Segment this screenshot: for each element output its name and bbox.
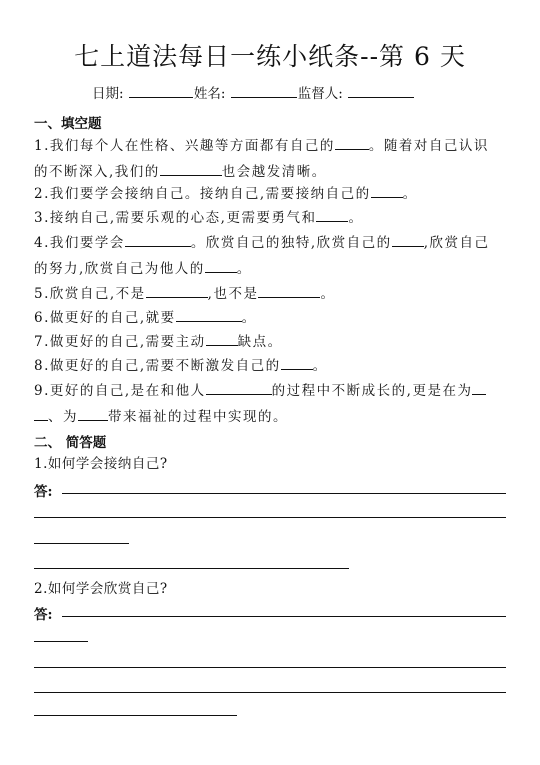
blank bbox=[206, 334, 238, 346]
answer-line[interactable] bbox=[34, 641, 88, 642]
name-blank bbox=[231, 85, 297, 98]
q5-text-c: 。 bbox=[320, 286, 336, 302]
header-info bbox=[92, 82, 415, 102]
q7-text-b: 缺点。 bbox=[237, 334, 283, 350]
answer-line[interactable] bbox=[34, 568, 349, 569]
q4-text-e: 。 bbox=[236, 261, 252, 277]
supervisor-label: 监督人: bbox=[297, 86, 343, 102]
q4-text-b: 。欣赏自己的独特,欣赏自己的 bbox=[190, 235, 392, 251]
q4-text-c: ,欣赏自己 bbox=[423, 235, 490, 251]
q2-text-b: 。 bbox=[402, 186, 418, 202]
blank bbox=[176, 310, 242, 322]
q9-text-b: 的过程中不断成长的,更是在为 bbox=[271, 383, 473, 399]
answer-line[interactable] bbox=[34, 517, 506, 518]
short-question-1: 1.如何学会接纳自己? bbox=[34, 456, 168, 472]
question-7 bbox=[34, 329, 506, 355]
answer-line[interactable] bbox=[34, 667, 506, 668]
q1-text-a: 1.我们每个人在性格、兴趣等方面都有自己的 bbox=[34, 138, 335, 154]
q6-text-a: 6.做更好的自己,就要 bbox=[34, 310, 176, 326]
answer-line[interactable] bbox=[62, 616, 506, 617]
q9-text-a: 9.更好的自己,是在和他人 bbox=[34, 383, 206, 399]
blank bbox=[146, 286, 208, 298]
q1-text-c: 的不断深入,我们的 bbox=[34, 164, 160, 180]
date-label: 日期: bbox=[92, 86, 124, 102]
q8-text-b: 。 bbox=[312, 358, 328, 374]
blank bbox=[335, 138, 369, 150]
q8-text-a: 8.做更好的自己,需要不断激发自己的 bbox=[34, 358, 281, 374]
blank bbox=[78, 409, 108, 421]
q4-text-a: 4.我们要学会 bbox=[34, 235, 125, 251]
blank bbox=[371, 186, 403, 198]
section-short-answer-heading: 二、 简答题 bbox=[34, 435, 107, 451]
q3-text-b: 。 bbox=[348, 210, 364, 226]
answer-line[interactable] bbox=[34, 715, 237, 716]
blank bbox=[472, 383, 486, 395]
blank bbox=[34, 409, 48, 421]
question-8 bbox=[34, 353, 506, 379]
supervisor-blank bbox=[348, 85, 414, 98]
blank bbox=[316, 210, 348, 222]
question-9 bbox=[34, 378, 506, 430]
q1-text-b: 。随着对自己认识 bbox=[368, 138, 489, 154]
q9-text-c: 、为 bbox=[48, 409, 78, 425]
answer-label-1: 答: bbox=[34, 484, 53, 500]
blank bbox=[281, 358, 313, 370]
q3-text-a: 3.接纳自己,需要乐观的心态,更需要勇气和 bbox=[34, 210, 317, 226]
short-question-2: 2.如何学会欣赏自己? bbox=[34, 581, 168, 597]
q6-text-b: 。 bbox=[241, 310, 257, 326]
question-5 bbox=[34, 281, 506, 307]
blank bbox=[258, 286, 320, 298]
q2-text-a: 2.我们要学会接纳自己。接纳自己,需要接纳自己的 bbox=[34, 186, 371, 202]
q5-text-a: 5.欣赏自己,不是 bbox=[34, 286, 146, 302]
q4-text-d: 的努力,欣赏自己为他人的 bbox=[34, 261, 205, 277]
blank bbox=[125, 235, 191, 247]
answer-line[interactable] bbox=[34, 543, 129, 544]
answer-line[interactable] bbox=[34, 692, 506, 693]
question-3 bbox=[34, 205, 506, 231]
question-4 bbox=[34, 230, 506, 282]
q5-text-b: ,也不是 bbox=[207, 286, 259, 302]
question-1 bbox=[34, 133, 506, 185]
date-blank bbox=[129, 85, 193, 98]
q7-text-a: 7.做更好的自己,需要主动 bbox=[34, 334, 206, 350]
blank bbox=[206, 383, 272, 395]
blank bbox=[160, 164, 222, 176]
name-label: 姓名: bbox=[193, 86, 226, 102]
question-6 bbox=[34, 305, 506, 331]
section-fill-blank-heading: 一、填空题 bbox=[34, 116, 102, 132]
page-title: 七上道法每日一练小纸条--第 6 天 bbox=[74, 42, 466, 71]
q1-text-d: 也会越发清晰。 bbox=[221, 164, 327, 180]
answer-label-2: 答: bbox=[34, 607, 53, 623]
blank bbox=[392, 235, 424, 247]
q9-text-d: 带来福祉的过程中实现的。 bbox=[108, 409, 288, 425]
blank bbox=[205, 261, 237, 273]
answer-line[interactable] bbox=[62, 493, 506, 494]
question-2 bbox=[34, 181, 506, 207]
